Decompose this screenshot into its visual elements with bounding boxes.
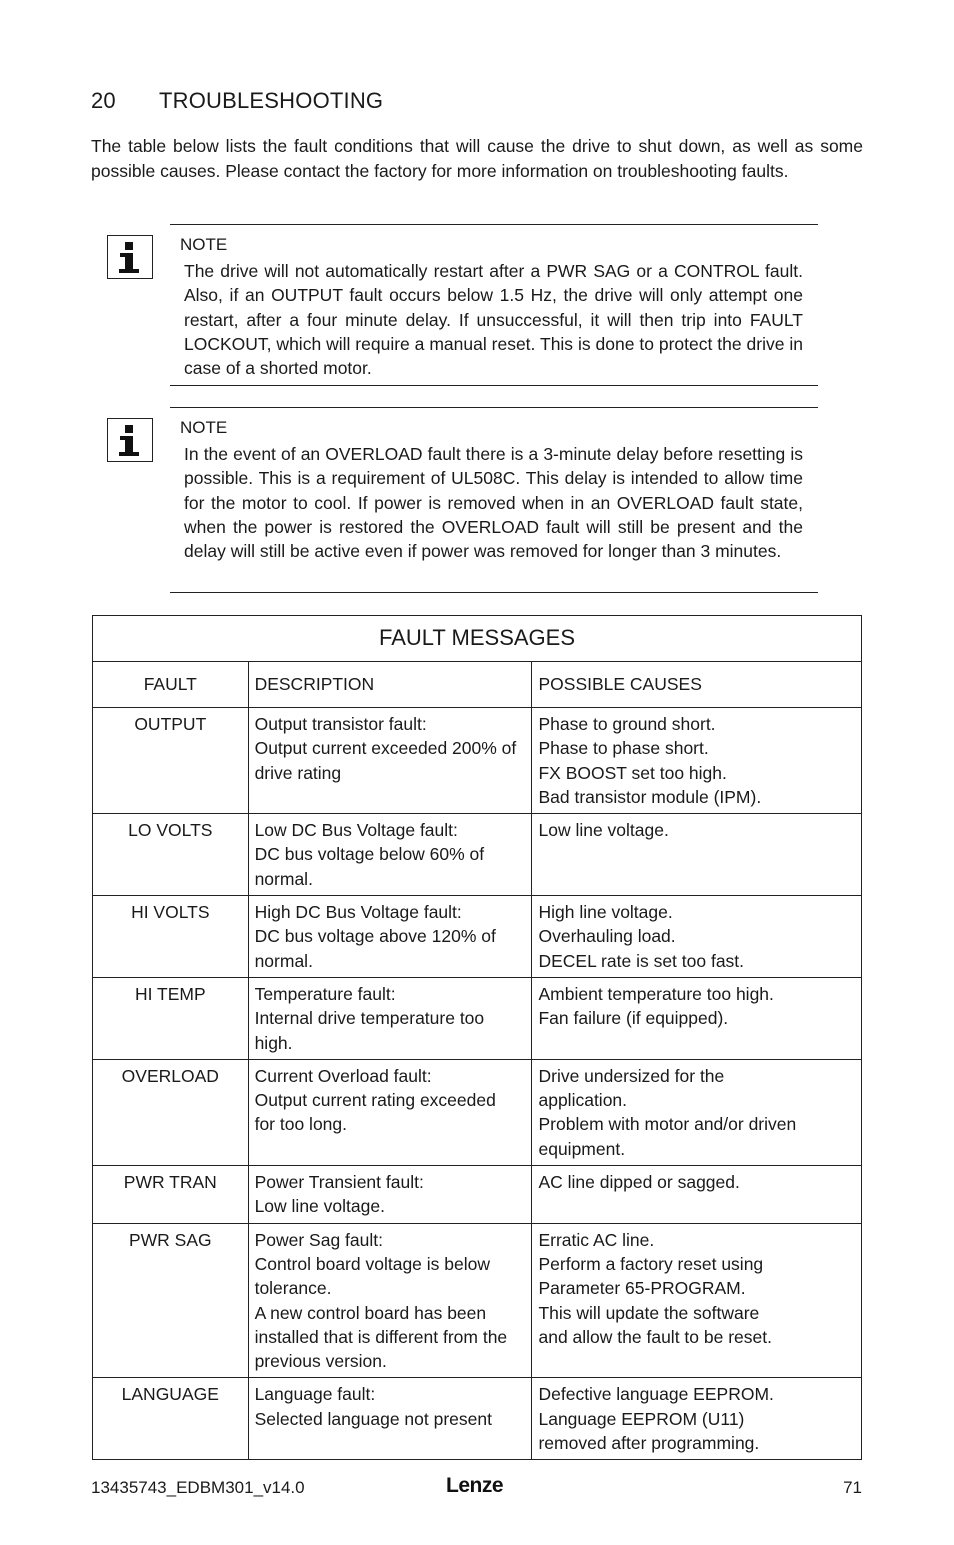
note-label: NOTE	[180, 235, 228, 254]
cause-line: Perform a factory reset using	[538, 1253, 764, 1274]
fault-code-cell: LANGUAGE	[93, 1378, 249, 1460]
description-line: High DC Bus Voltage fault:	[254, 902, 462, 923]
cause-line: Low line voltage.	[538, 820, 669, 841]
description-line: Low line voltage.	[254, 1196, 385, 1217]
fault-code-cell: LO VOLTS	[93, 814, 249, 896]
page-number: 71	[843, 1478, 862, 1497]
possible-causes-cell	[532, 1166, 862, 1224]
description-line: DC bus voltage below 60% of	[254, 844, 485, 865]
description-line: Output transistor fault:	[254, 714, 427, 734]
cause-line: DECEL rate is set too fast.	[538, 950, 745, 971]
table-row	[93, 1059, 862, 1165]
possible-causes-cell	[532, 1378, 862, 1460]
info-icon	[107, 418, 153, 462]
cause-line: Erratic AC line.	[538, 1229, 655, 1250]
table-row	[93, 814, 862, 896]
possible-causes-cell	[532, 708, 862, 814]
cause-line: High line voltage.	[538, 902, 673, 923]
possible-causes-cell	[532, 814, 862, 896]
section-heading	[91, 88, 383, 114]
cause-line: Bad transistor module (IPM).	[538, 786, 762, 807]
description-line: high.	[254, 1032, 293, 1053]
description-line: Internal drive temperature too	[254, 1008, 485, 1029]
fault-description-cell	[248, 814, 532, 896]
possible-causes-cell	[532, 977, 862, 1059]
note-box	[170, 407, 818, 593]
fault-description-cell	[248, 896, 532, 978]
table-header-row	[93, 662, 862, 708]
cause-line: application.	[538, 1090, 628, 1111]
cause-line: removed after programming.	[538, 1433, 760, 1454]
description-line: Power Sag fault:	[254, 1229, 383, 1250]
cause-line: and allow the fault to be reset.	[538, 1326, 772, 1347]
cause-line: Ambient temperature too high.	[538, 983, 774, 1004]
cause-line: AC line dipped or sagged.	[538, 1172, 740, 1193]
fault-code-cell: HI TEMP	[93, 977, 249, 1059]
note-text: The drive will not automatically restart after a PWR SAG or a CONTROL fault. Also, if an OUTPUT fault occurs below 1.5 Hz, the drive will only attempt one restart, after a four minute delay. If unsuccessful, it will then trip into FAULT LOCKOUT, which will require a manual reset. This is done to protect the drive in case of a shorted motor.	[184, 261, 803, 379]
column-header-fault: FAULT	[93, 662, 249, 708]
fault-code-cell: HI VOLTS	[93, 896, 249, 978]
description-line: Power Transient fault:	[254, 1172, 424, 1193]
column-header-description: DESCRIPTION	[248, 662, 532, 708]
table-row	[93, 1223, 862, 1378]
table-row	[93, 896, 862, 978]
cause-line: Defective language EEPROM.	[538, 1384, 774, 1405]
description-line: Language fault:	[254, 1384, 376, 1405]
cause-line: Phase to phase short.	[538, 738, 709, 759]
description-line: Output current rating exceeded	[254, 1090, 496, 1111]
description-line: DC bus voltage above 120% of	[254, 926, 496, 947]
cause-line: Problem with motor and/or driven	[538, 1114, 797, 1135]
fault-code-cell: OVERLOAD	[93, 1059, 249, 1165]
section-number: 20	[91, 88, 116, 113]
cause-line: This will update the software	[538, 1302, 760, 1323]
cause-line: equipment.	[538, 1138, 626, 1159]
fault-description-cell	[248, 977, 532, 1059]
fault-description-cell	[248, 1223, 532, 1378]
note-label: NOTE	[180, 418, 228, 437]
cause-line: Language EEPROM (U11)	[538, 1408, 745, 1429]
possible-causes-cell	[532, 1059, 862, 1165]
description-line: for too long.	[254, 1114, 347, 1135]
lenze-logo: Lenze	[446, 1474, 504, 1497]
note-box	[170, 224, 818, 386]
fault-description-cell	[248, 1059, 532, 1165]
table-row	[93, 708, 862, 814]
document-id: 13435743_EDBM301_v14.0	[91, 1478, 305, 1497]
description-line: installed that is different from the	[254, 1326, 508, 1347]
section-title: TROUBLESHOOTING	[159, 88, 384, 113]
fault-description-cell	[248, 1378, 532, 1460]
note-text: In the event of an OVERLOAD fault there is a 3-minute delay before resetting is possible. This is a requirement of UL508C. This delay is intended to allow time for the motor to cool. If power is removed when in an OVERLOAD fault state, when the power is restored the OVERLOAD fault will still be present and the delay will still be active even if power was removed for longer than 3 minutes.	[184, 444, 803, 562]
cause-line: Overhauling load.	[538, 926, 676, 947]
description-line: Selected language not present	[254, 1408, 492, 1429]
description-line: normal.	[254, 868, 313, 889]
description-line: Temperature fault:	[254, 983, 396, 1004]
description-line: Output current exceeded 200% of	[254, 738, 517, 759]
fault-description-cell	[248, 708, 532, 814]
table-title: FAULT MESSAGES	[93, 616, 862, 662]
possible-causes-cell	[532, 896, 862, 978]
table-row	[93, 1166, 862, 1224]
table-row	[93, 977, 862, 1059]
description-line: tolerance.	[254, 1278, 332, 1299]
description-line: Low DC Bus Voltage fault:	[254, 820, 458, 841]
possible-causes-cell	[532, 1223, 862, 1378]
cause-line: Fan failure (if equipped).	[538, 1008, 729, 1029]
cause-line: FX BOOST set too high.	[538, 762, 727, 783]
description-line: Control board voltage is below	[254, 1253, 490, 1274]
cause-line: Parameter 65-PROGRAM.	[538, 1278, 746, 1299]
intro-paragraph: The table below lists the fault conditions that will cause the drive to shut down, as well as some possible causes. Please contact the factory for more information on troubleshooting faults.	[91, 136, 863, 181]
cause-line: Drive undersized for the	[538, 1065, 725, 1086]
table-row	[93, 1378, 862, 1460]
fault-code-cell: PWR TRAN	[93, 1166, 249, 1224]
fault-messages-table	[92, 615, 862, 1460]
fault-code-cell: OUTPUT	[93, 708, 249, 814]
info-icon	[107, 235, 153, 279]
description-line: drive rating	[254, 762, 342, 783]
cause-line: Phase to ground short.	[538, 714, 716, 734]
fault-description-cell	[248, 1166, 532, 1224]
fault-code-cell: PWR SAG	[93, 1223, 249, 1378]
description-line: Current Overload fault:	[254, 1065, 432, 1086]
description-line: A new control board has been	[254, 1302, 487, 1323]
description-line: normal.	[254, 950, 313, 971]
description-line: previous version.	[254, 1351, 387, 1372]
column-header-causes: POSSIBLE CAUSES	[532, 662, 862, 708]
